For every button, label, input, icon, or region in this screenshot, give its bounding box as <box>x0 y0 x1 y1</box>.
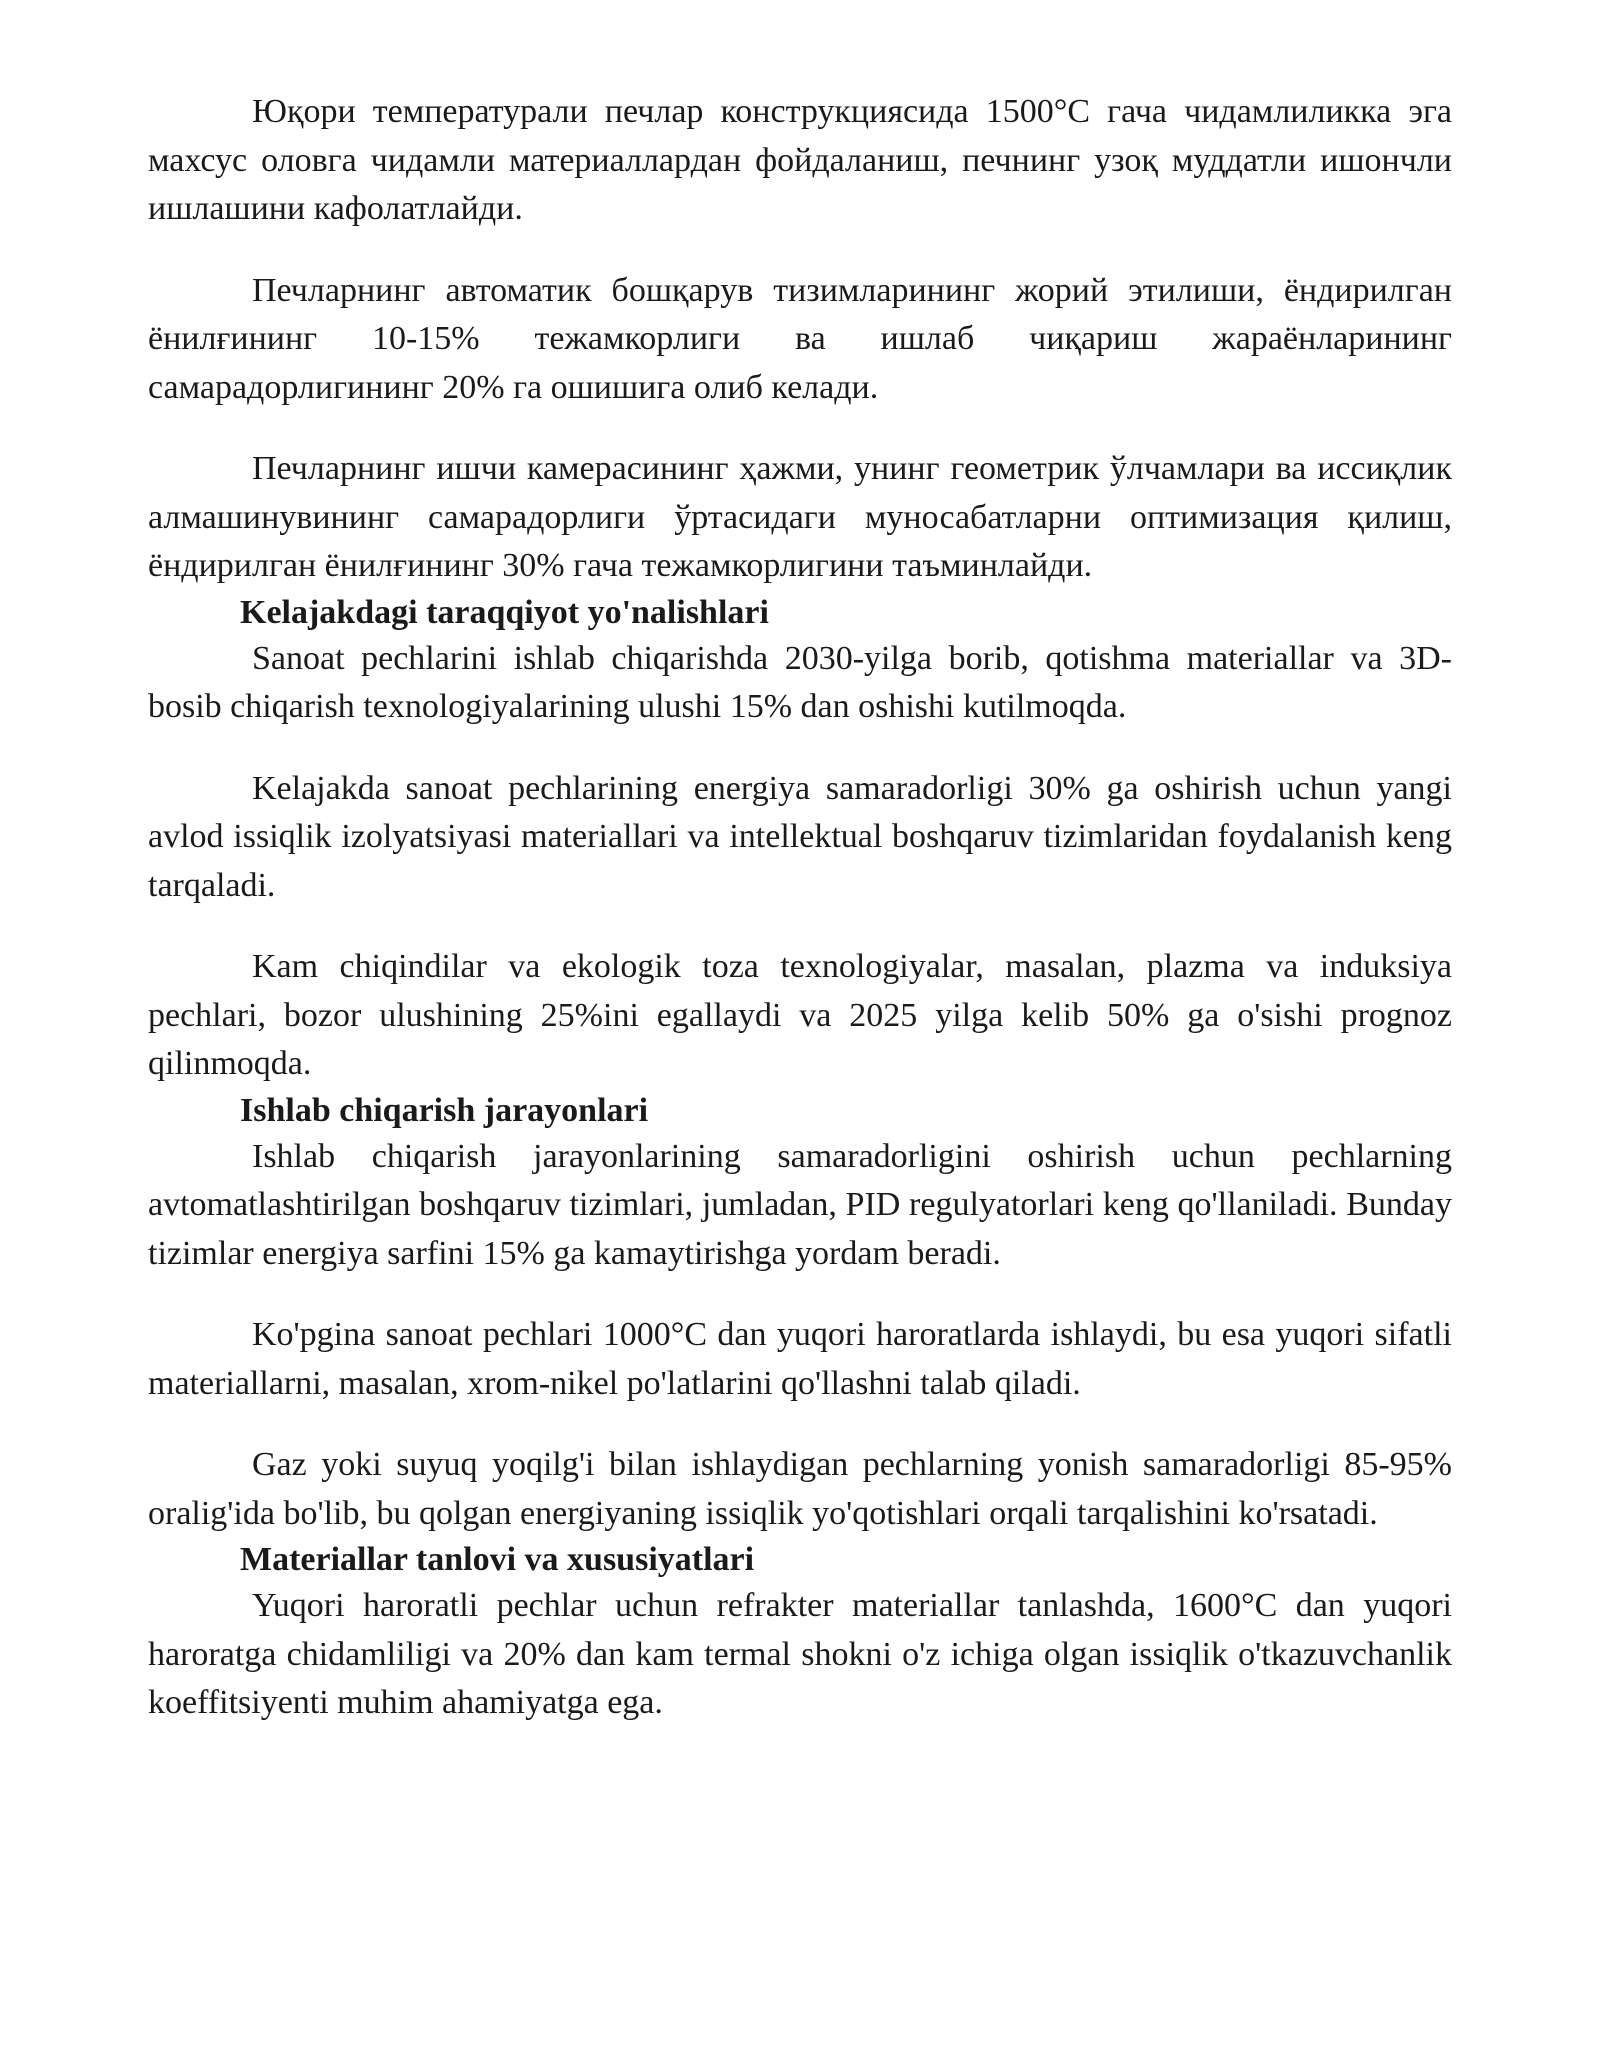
body-paragraph: Ko'pgina sanoat pechlari 1000°C dan yuqori haroratlarda ishlaydi, bu esa yuqori sifatli materiallarni, masalan, xrom-nikel po'latlarini qo'llashni talab qiladi. <box>148 1316 1452 1402</box>
body-paragraph: Печларнинг автоматик бошқарув тизимларининг жорий этилиши, ёндирилган ёнилғининг 10-15% тежамкорлиги ва ишлаб чиқариш жараёнларининг самарадорлигининг 20% га ошишига олиб келади. <box>148 271 1452 406</box>
body-paragraph: Sanoat pechlarini ishlab chiqarishda 2030-yilga borib, qotishma materiallar va 3D-bosib chiqarish texnologiyalarining ulushi 15% dan oshishi kutilmoqda. <box>148 639 1452 725</box>
document-page <box>148 88 1452 1728</box>
body-paragraph: Kam chiqindilar va ekologik toza texnologiyalar, masalan, plazma va induksiya pechlari, bozor ulushining 25%ini egallaydi va 2025 yilga kelib 50% ga o'sishi prognoz qilinmoqda. <box>148 948 1452 1082</box>
body-paragraph: Gaz yoki suyuq yoqilg'i bilan ishlaydigan pechlarning yonish samaradorligi 85-95% oralig'ida bo'lib, bu qolgan energiyaning issiqlik yo'qotishlari orqali tarqalishini ko'rsatadi. <box>148 1446 1452 1532</box>
body-paragraph: Ishlab chiqarish jarayonlarining samaradorligini oshirish uchun pechlarning avtomatlashtirilgan boshqaruv tizimlari, jumladan, PID regulyatorlari keng qo'llaniladi. Bunday tizimlar energiya sarfini 15% ga kamaytirishga yordam beradi. <box>148 1137 1452 1272</box>
section-heading: Kelajakdagi taraqqiyot yo'nalishlari <box>240 593 769 631</box>
section-heading: Ishlab chiqarish jarayonlari <box>240 1091 649 1129</box>
body-paragraph: Печларнинг ишчи камерасининг ҳажми, унинг геометрик ўлчамлари ва иссиқлик алмашинувининг самарадорлиги ўртасидаги муносабатларни оптимизация қилиш, ёндирилган ёнилғининг 30% гача тежамкорлигини таъминлайди. <box>148 450 1452 584</box>
section-heading: Materiallar tanlovi va xususiyatlari <box>240 1541 755 1578</box>
body-paragraph: Юқори температурали печлар конструкциясида 1500°C гача чидамлиликка эга махсус оловга чидамли материаллардан фойдаланиш, печнинг узоқ муддатли ишончли ишлашини кафолатлайди. <box>148 93 1452 227</box>
body-paragraph: Kelajakda sanoat pechlarining energiya samaradorligi 30% ga oshirish uchun yangi avlod issiqlik izolyatsiyasi materiallari va intellektual boshqaruv tizimlaridan foydalanish keng tarqaladi. <box>148 769 1452 904</box>
body-paragraph: Yuqori haroratli pechlar uchun refrakter materiallar tanlashda, 1600°C dan yuqori haroratga chidamliligi va 20% dan kam termal shokni o'z ichiga olgan issiqlik o'tkazuvchanlik koeffitsiyenti muhim ahamiyatga ega. <box>148 1587 1452 1721</box>
